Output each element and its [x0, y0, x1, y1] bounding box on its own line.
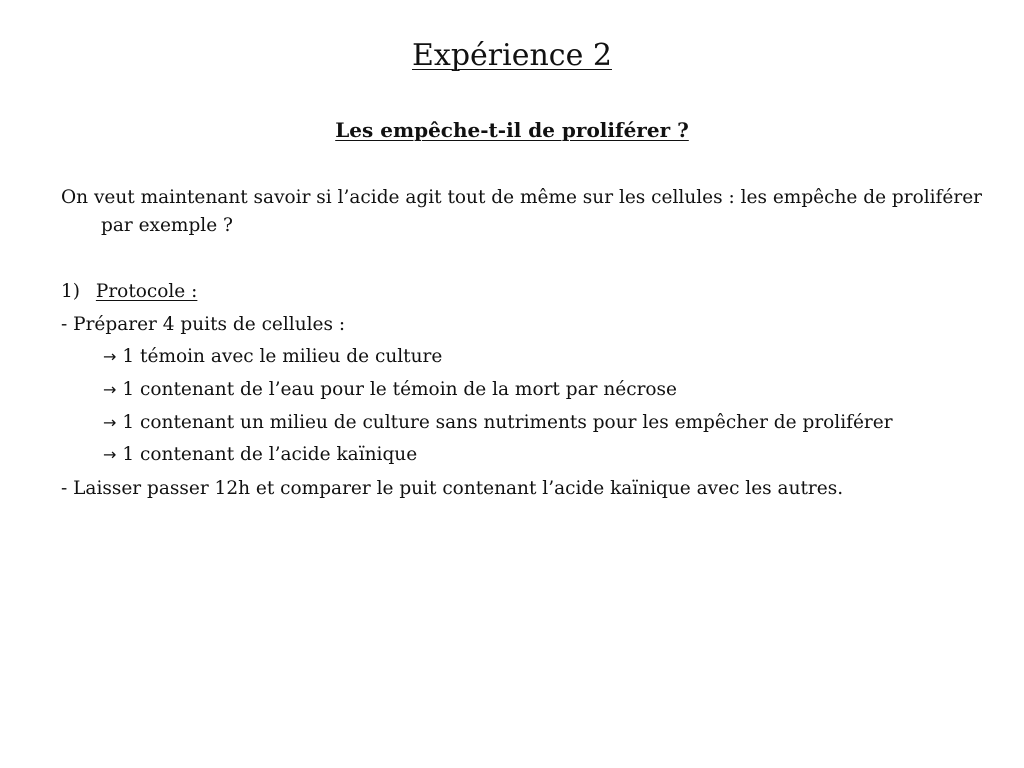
list-item: [103, 343, 442, 371]
step-prepare: - Préparer 4 puits de cellules :: [61, 314, 346, 335]
slide-subtitle: Les empêche-t-il de proliférer ?: [335, 118, 689, 142]
list-item: [103, 409, 893, 437]
list-item: [103, 441, 417, 469]
bullet-text: 1 contenant un milieu de culture sans nutriments pour les empêcher de proliférer: [122, 412, 893, 433]
arrow-right-icon: →: [103, 347, 117, 366]
bullet-text: 1 contenant de l’acide kaïnique: [122, 444, 418, 465]
list-item: [103, 376, 677, 404]
step-compare: - Laisser passer 12h et comparer le puit contenant l’acide kaïnique avec les autres.: [61, 478, 844, 499]
bullet-text: 1 contenant de l’eau pour le témoin de la mort par nécrose: [122, 379, 677, 400]
intro-paragraph: On veut maintenant savoir si l’acide agit tout de même sur les cellules : les empêche de proliférer par exemple ?: [61, 187, 982, 236]
section-number: 1): [61, 281, 80, 302]
arrow-right-icon: →: [103, 413, 117, 432]
arrow-right-icon: →: [103, 445, 117, 464]
bullet-text: 1 témoin avec le milieu de culture: [122, 346, 443, 367]
arrow-right-icon: →: [103, 380, 117, 399]
section-heading: [61, 278, 197, 306]
section-title: Protocole :: [95, 281, 198, 302]
slide-title: Expérience 2: [412, 38, 612, 73]
